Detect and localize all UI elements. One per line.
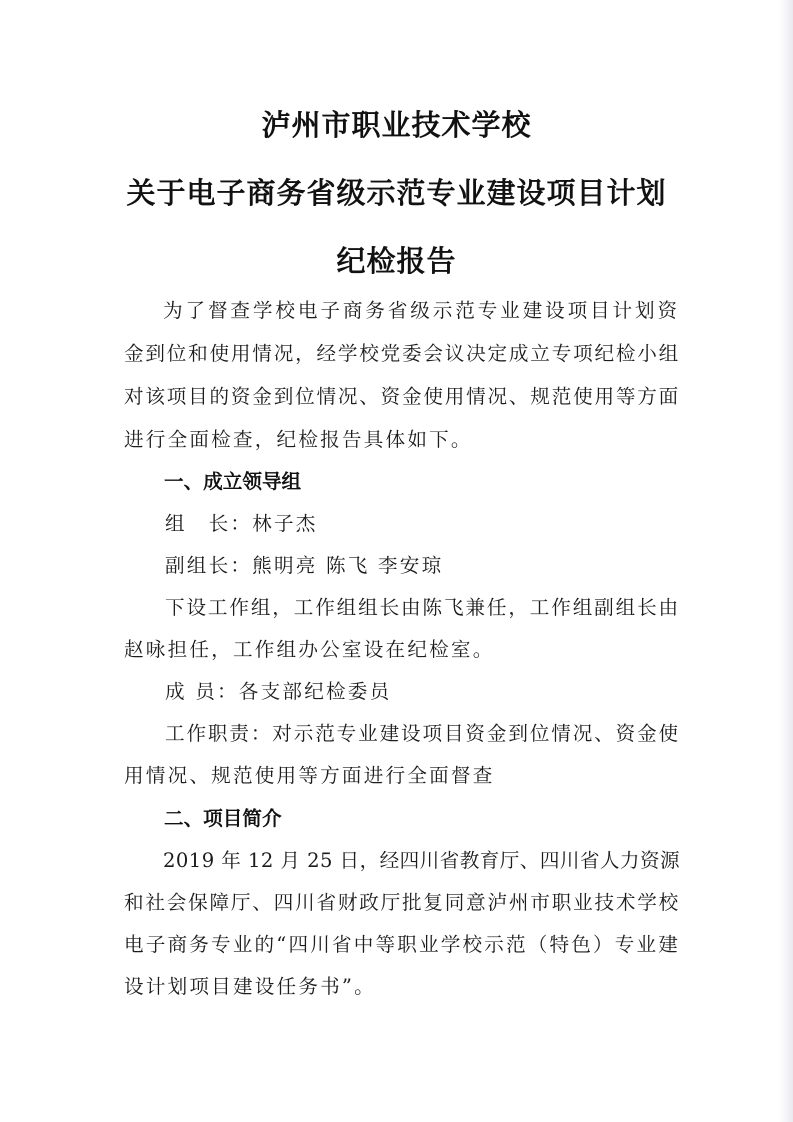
section-heading-leadership: 一、成立领导组	[164, 470, 302, 493]
project-line-1: 2019 年 12 月 25 日，经四川省教育厅、四川省人力资源	[163, 849, 680, 872]
intro-line-3: 对该项目的资金到位情况、资金使用情况、规范使用等方面	[124, 385, 680, 408]
group-leader: 组 长：林子杰	[165, 512, 318, 535]
project-line-2: 和社会保障厅、四川省财政厅批复同意泸州市职业技术学校	[124, 891, 680, 914]
intro-line-1: 为了督查学校电子商务省级示范专业建设项目计划资	[163, 299, 680, 322]
title-report-type: 纪检报告	[336, 244, 457, 278]
scan-edge	[779, 0, 793, 1122]
project-line-3: 电子商务专业的“四川省中等职业学校示范（特色）专业建	[124, 933, 680, 956]
title-school-name: 泸州市职业技术学校	[261, 108, 532, 142]
workgroup-line-1: 下设工作组，工作组组长由陈飞兼任，工作组副组长由	[165, 596, 680, 619]
section-heading-project: 二、项目简介	[164, 807, 282, 830]
intro-line-2: 金到位和使用情况，经学校党委会议决定成立专项纪检小组	[124, 342, 680, 365]
duties-line-1: 工作职责：对示范专业建设项目资金到位情况、资金使	[165, 722, 680, 745]
intro-line-4: 进行全面检查，纪检报告具体如下。	[124, 428, 473, 451]
workgroup-line-2: 赵咏担任，工作组办公室设在纪检室。	[124, 638, 495, 661]
members: 成 员：各支部纪检委员	[165, 680, 392, 703]
deputy-leaders: 副组长：熊明亮 陈飞 李安琼	[165, 554, 444, 577]
duties-line-2: 用情况、规范使用等方面进行全面督查	[124, 764, 495, 787]
project-line-4: 设计划项目建设任务书”。	[124, 975, 376, 998]
title-subject: 关于电子商务省级示范专业建设项目计划	[126, 176, 667, 210]
